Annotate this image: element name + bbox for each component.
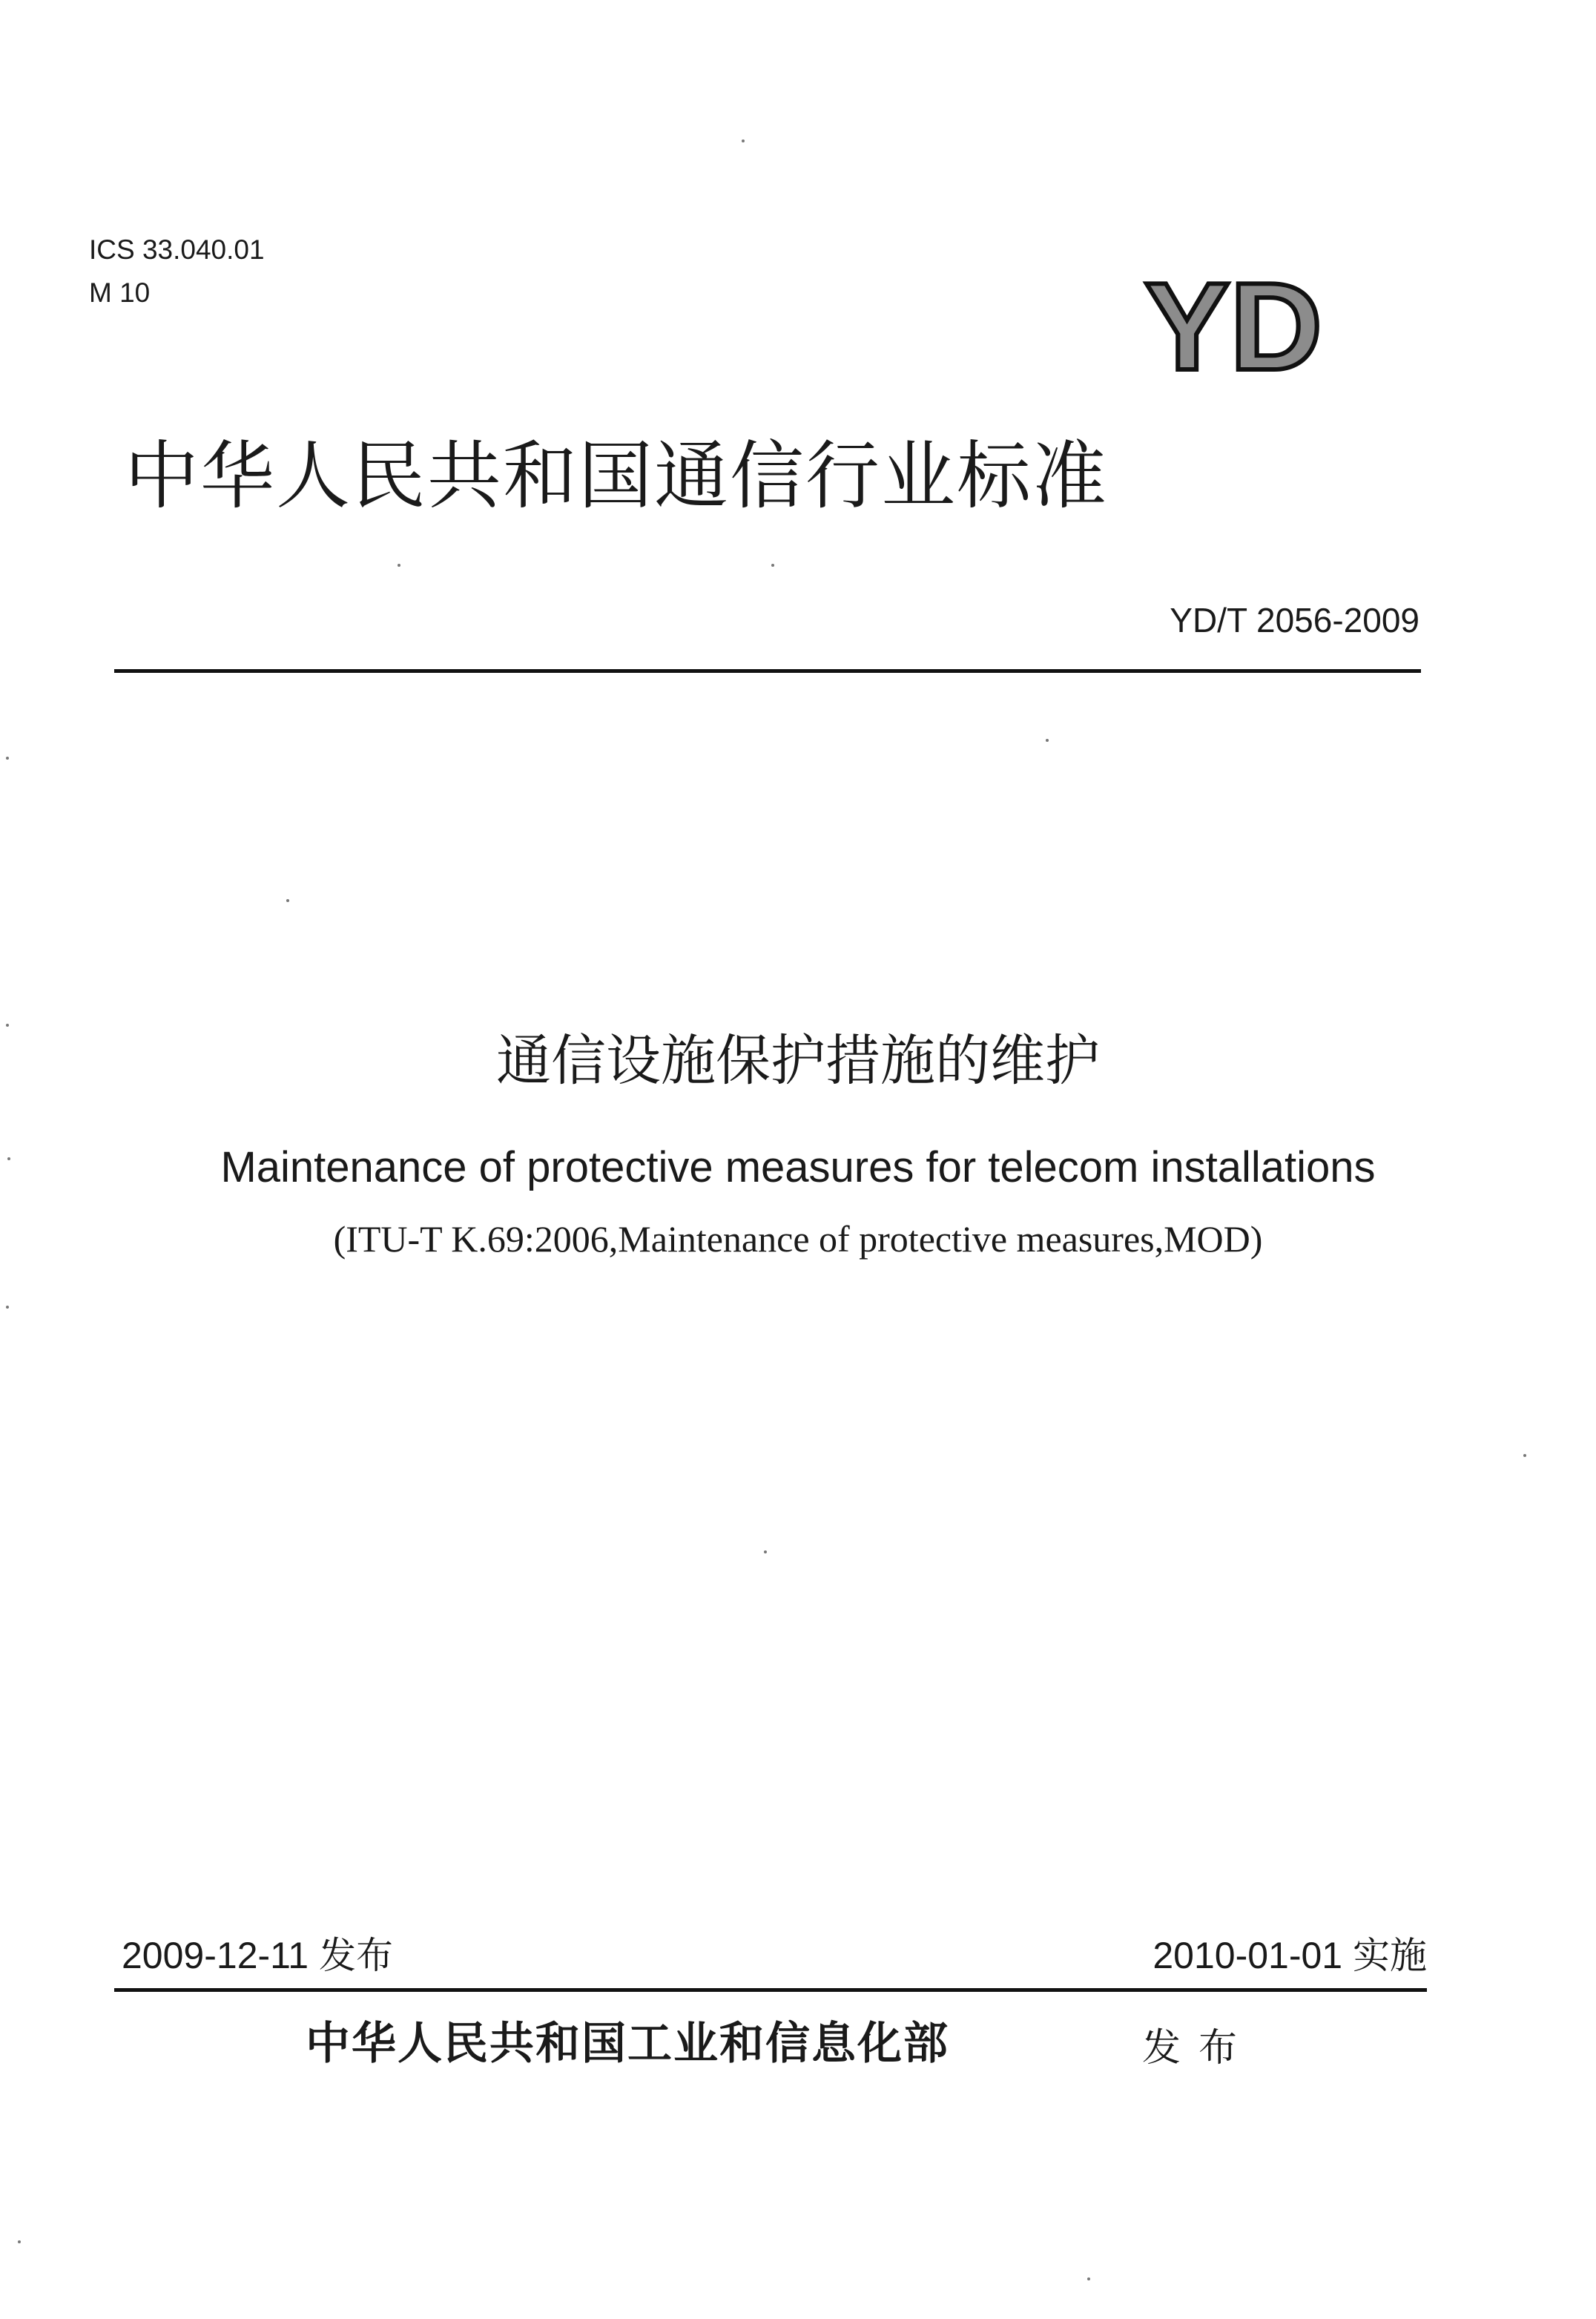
header-divider [114, 669, 1421, 673]
scan-speck [1046, 739, 1049, 742]
ccs-code: M 10 [89, 277, 151, 308]
yd-logo [1141, 274, 1326, 380]
document-title-english: Maintenance of protective measures for telecom installations [220, 1143, 1376, 1191]
scan-speck [764, 1550, 767, 1553]
scan-speck [742, 139, 745, 142]
standard-category-title: 中华人民共和国通信行业标准 [125, 432, 1108, 519]
standard-number: YD/T 2056-2009 [1170, 601, 1419, 639]
issuing-action: 发布 [1142, 2026, 1256, 2070]
scan-speck [6, 1024, 9, 1027]
document-reference: (ITU-T K.69:2006,Maintenance of protective measures,MOD) [333, 1218, 1263, 1260]
ics-code: ICS 33.040.01 [89, 234, 265, 265]
scan-speck [771, 564, 774, 567]
scan-speck [6, 1306, 9, 1309]
scan-speck [7, 1157, 10, 1160]
implementation-date: 2010-01-01 实施 [1153, 1935, 1427, 1976]
publish-date: 2009-12-11 发布 [122, 1935, 393, 1976]
classification-codes [89, 228, 265, 315]
document-title-chinese: 通信设施保护措施的维护 [496, 1029, 1100, 1093]
footer-divider [114, 1988, 1427, 1992]
svg-text:YD: YD [1144, 274, 1322, 380]
scan-speck [6, 757, 9, 760]
issuing-authority: 中华人民共和国工业和信息化部 [306, 2018, 949, 2070]
scan-speck [286, 899, 289, 902]
scan-speck [1087, 2277, 1090, 2280]
scan-speck [1523, 1454, 1526, 1457]
scan-speck [18, 2240, 21, 2243]
scan-speck [398, 564, 400, 567]
